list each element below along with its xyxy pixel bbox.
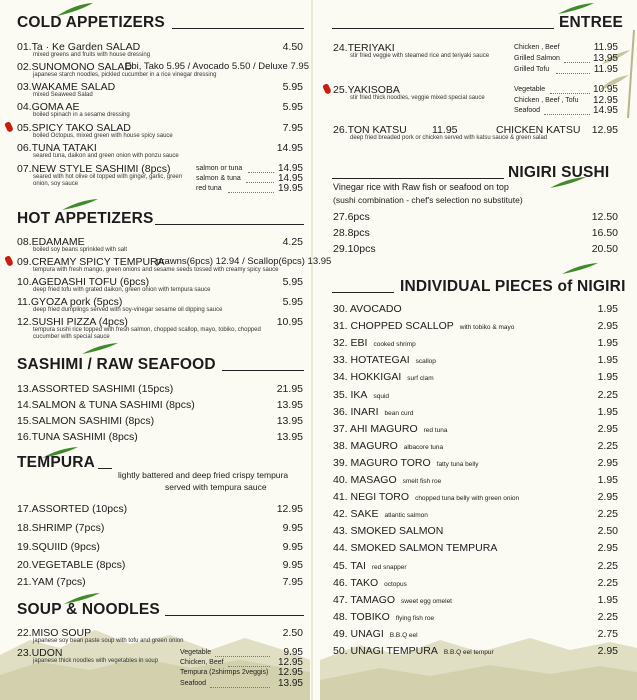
menu-item: 26.TON KATSU <box>333 124 407 136</box>
menu-item: 02.SUNOMONO SALAD <box>17 61 132 73</box>
spicy-chili-icon <box>322 83 332 95</box>
nigiri-piece-desc: squid <box>373 393 389 400</box>
dot-leader <box>210 687 270 688</box>
nigiri-piece-item <box>333 491 519 505</box>
menu-item-desc: deep fried dumplings served with soy-vinegar sesame oil dipping sauce <box>33 307 223 313</box>
menu-item: 29.10pcs <box>333 243 376 255</box>
nigiri-piece-desc: atlantic salmon <box>384 512 428 519</box>
section-note: Vinegar rice with Raw fish or seafood on top <box>333 182 509 192</box>
menu-item-desc: mixed greens and fruits with house dressing <box>33 52 151 58</box>
nigiri-piece-price: 2.25 <box>597 560 618 572</box>
option-label: Chicken , Beef <box>514 44 560 51</box>
nigiri-piece-price: 2.95 <box>597 542 618 554</box>
nigiri-piece-desc: octopus <box>384 581 407 588</box>
menu-item: 23.UDON <box>17 647 63 659</box>
nigiri-piece-name: 32. EBI <box>333 337 368 349</box>
nigiri-piece-name: 47. TAMAGO <box>333 594 396 606</box>
menu-item-price: 12.95 <box>276 503 303 515</box>
column-divider <box>311 0 313 700</box>
dot-leader <box>550 93 590 94</box>
menu-item: 12.SUSHI PIZZA (4pcs) <box>17 316 128 328</box>
menu-item-price: 4.50 <box>282 41 303 53</box>
menu-item-price: 20.50 <box>591 243 618 255</box>
nigiri-piece-item <box>333 389 389 403</box>
menu-item-price: 2.50 <box>282 627 303 639</box>
menu-item-desc: mixed Seaweed Salad <box>33 92 93 98</box>
nigiri-piece-item <box>333 508 428 522</box>
menu-item-price: 13.95 <box>276 431 303 443</box>
option-label: Vegetable <box>514 86 546 93</box>
nigiri-piece-name: 33. HOTATEGAI <box>333 354 410 366</box>
menu-item-price: 11.95 <box>432 124 458 136</box>
menu-item-price: 7.95 <box>282 122 303 134</box>
nigiri-piece-desc: surf clam <box>407 375 434 382</box>
menu-item-price: 4.25 <box>282 236 303 248</box>
menu-item: 22.MISO SOUP <box>17 627 92 639</box>
menu-item-desc: stir fried veggie with steamed rice and teriyaki sauce <box>350 53 490 59</box>
nigiri-piece-item <box>333 457 479 471</box>
option-label: Tempura (2shirmps 2veggis) <box>180 669 269 676</box>
section-rule <box>165 615 304 616</box>
menu-item: 24.TERIYAKI <box>333 42 395 54</box>
option-label: salmon & tuna <box>196 175 241 182</box>
nigiri-piece-desc: scallop <box>415 358 436 365</box>
nigiri-piece-desc: red snapper <box>371 564 407 571</box>
option-label: Vegetable <box>180 649 212 656</box>
nigiri-piece-price: 2.25 <box>597 389 618 401</box>
menu-item-desc: boiled Octopus, mixed green with house spicy sauce <box>33 133 173 139</box>
menu-item-price: 13.95 <box>276 399 303 411</box>
menu-item-price: 12.95 <box>591 124 618 136</box>
section-title-nigiri-sushi: NIGIRI SUSHI <box>508 164 610 181</box>
nigiri-piece-desc: flying fish roe <box>395 615 435 622</box>
nigiri-piece-item <box>333 611 434 625</box>
menu-item-price-options: Ebi, Tako 5.95 / Avocado 5.50 / Deluxe 7.95 <box>125 61 309 72</box>
option-price: 14.95 <box>277 163 303 174</box>
nigiri-piece-name: 31. CHOPPED SCALLOP <box>333 320 454 332</box>
nigiri-piece-item <box>333 371 434 385</box>
menu-item-price: 16.50 <box>591 227 618 239</box>
nigiri-piece-price: 2.95 <box>597 457 618 469</box>
section-title-entree: ENTREE <box>559 14 624 31</box>
nigiri-piece-desc: cooked shrimp <box>373 341 416 348</box>
menu-item: 07.NEW STYLE SASHIMI (8pcs) <box>17 163 171 175</box>
menu-item: 25.YAKISOBA <box>333 84 400 96</box>
menu-item-desc: tempura sushi rice topped with fresh salmon, chopped scallop, mayo, tobiko, chopped cucumber with special sauce <box>33 327 261 340</box>
nigiri-piece-desc: bean curd <box>384 410 414 417</box>
nigiri-piece-desc: with tobiko & mayo <box>459 324 515 331</box>
nigiri-piece-name: 40. MASAGO <box>333 474 397 486</box>
nigiri-piece-name: 41. NEGI TORO <box>333 491 410 503</box>
section-rule <box>98 468 112 469</box>
menu-item: 01.Ta · Ke Garden SALAD <box>17 41 141 53</box>
menu-item-price: 5.95 <box>282 101 303 113</box>
section-title-individual-pieces: INDIVIDUAL PIECES of NIGIRI <box>400 278 626 295</box>
nigiri-piece-item <box>333 337 416 351</box>
menu-item: 21.YAM (7pcs) <box>17 576 86 588</box>
section-title-cold-appetizers: COLD APPETIZERS <box>17 14 165 31</box>
menu-item: 13.ASSORTED SASHIMI (15pcs) <box>17 383 174 395</box>
nigiri-piece-price: 2.75 <box>597 628 618 640</box>
dot-leader <box>556 73 590 74</box>
nigiri-piece-item <box>333 406 413 420</box>
spicy-chili-icon <box>4 121 14 133</box>
menu-item-price: 9.95 <box>282 541 303 553</box>
menu-item: 05.SPICY TAKO SALAD <box>17 122 131 134</box>
nigiri-piece-price: 2.25 <box>597 508 618 520</box>
menu-item-desc: japanese starch noodles, pickled cucumber in a rice vinegar dressing <box>33 72 217 78</box>
nigiri-piece-desc: B.B.Q eel <box>389 632 418 639</box>
bamboo-leaf-icon <box>560 262 600 276</box>
nigiri-piece-name: 44. SMOKED SALMON TEMPURA <box>333 542 498 554</box>
nigiri-piece-item <box>333 628 418 642</box>
dot-leader <box>228 666 270 667</box>
nigiri-piece-price: 2.95 <box>597 491 618 503</box>
nigiri-piece-item <box>333 577 407 591</box>
nigiri-piece-item <box>333 645 494 659</box>
nigiri-piece-price: 1.95 <box>597 474 618 486</box>
nigiri-piece-price: 1.95 <box>597 303 618 315</box>
nigiri-piece-item <box>333 303 402 315</box>
menu-item: 19.SQUIID (9pcs) <box>17 541 100 553</box>
nigiri-piece-item <box>333 525 443 537</box>
dot-leader <box>564 62 590 63</box>
menu-item-desc: seared with hot olive oil topped with ginger, garlic, green onion, soy sauce <box>33 174 183 187</box>
spicy-chili-icon <box>4 255 14 267</box>
nigiri-piece-price: 1.95 <box>597 371 618 383</box>
dot-leader <box>215 656 270 657</box>
menu-item-desc: seared tuna, daikon and green onion with ponzu sauce <box>33 153 179 159</box>
option-price: 11.95 <box>593 64 618 75</box>
menu-item-desc: deep fried tofu with grated daikon, green onion with tempura sauce <box>33 287 211 293</box>
menu-item: 14.SALMON & TUNA SASHIMI (8pcs) <box>17 399 195 411</box>
nigiri-piece-price: 1.95 <box>597 354 618 366</box>
section-rule <box>172 28 304 29</box>
nigiri-piece-name: 36. INARI <box>333 406 379 418</box>
nigiri-piece-price: 1.95 <box>597 406 618 418</box>
option-label: red tuna <box>196 185 222 192</box>
dot-leader <box>246 182 274 183</box>
nigiri-piece-item <box>333 474 441 488</box>
mountain-background <box>0 610 637 700</box>
option-label: Grilled Salmon <box>514 55 560 62</box>
option-label: Chicken , Beef , Tofu <box>514 97 579 104</box>
menu-item-price: 5.95 <box>282 81 303 93</box>
nigiri-piece-item <box>333 320 514 334</box>
section-note: lightly battered and deep fried crispy tempura <box>118 470 289 480</box>
nigiri-piece-name: 39. MAGURO TORO <box>333 457 431 469</box>
option-price: 13.95 <box>277 678 303 689</box>
option-price: 10.95 <box>592 84 618 95</box>
menu-item-price: 13.95 <box>276 415 303 427</box>
option-price: 12.95 <box>592 95 618 106</box>
menu-item-desc: boiled spinach in a sesame dressing <box>33 112 130 118</box>
menu-item: 18.SHRIMP (7pcs) <box>17 522 105 534</box>
menu-item-price-options: prawns(6pcs) 12.94 / Scallop(6pcs) 13.95 <box>156 256 332 267</box>
option-label: Seafood <box>180 680 207 687</box>
section-rule <box>332 292 394 293</box>
nigiri-piece-price: 1.95 <box>597 337 618 349</box>
section-rule <box>222 370 304 371</box>
menu-item-price: 5.95 <box>282 296 303 308</box>
nigiri-piece-name: 46. TAKO <box>333 577 379 589</box>
nigiri-piece-price: 2.95 <box>597 423 618 435</box>
menu-item-desc: tempura with fresh mango, green onions and sesame seeds tossed with creamy spicy sauce <box>33 267 279 273</box>
nigiri-piece-price: 2.95 <box>597 320 618 332</box>
nigiri-piece-item <box>333 594 452 608</box>
section-rule <box>332 28 554 29</box>
menu-item: 20.VEGETABLE (8pcs) <box>17 559 126 571</box>
nigiri-piece-name: 43. SMOKED SALMON <box>333 525 444 537</box>
menu-item-price: 10.95 <box>276 316 303 328</box>
menu-item: 06.TUNA TATAKI <box>17 142 97 154</box>
menu-item-desc: japanese thick noodles with vegetables in soup <box>33 658 159 664</box>
nigiri-piece-price: 2.25 <box>597 611 618 623</box>
menu-item-desc: deep fried breaded pork or chicken served with katsu sauce & green salad <box>350 135 548 141</box>
nigiri-piece-desc: B.B.Q eel tempur <box>443 649 494 656</box>
menu-item-price: 14.95 <box>276 142 303 154</box>
section-title-sashimi: SASHIMI / RAW SEAFOOD <box>17 356 216 373</box>
nigiri-piece-name: 49. UNAGI <box>333 628 384 640</box>
option-price: 9.95 <box>283 647 303 658</box>
menu-item-price: 12.50 <box>591 211 618 223</box>
menu-item-desc: boiled soy beans sprinkled with salt <box>33 247 128 253</box>
nigiri-piece-name: 48. TOBIKO <box>333 611 390 623</box>
menu-item-price: 9.95 <box>282 559 303 571</box>
menu-item: 08.EDAMAME <box>17 236 85 248</box>
menu-item: 16.TUNA SASHIMI (8pcs) <box>17 431 138 443</box>
dot-leader <box>248 172 274 173</box>
option-price: 12.95 <box>277 667 303 678</box>
nigiri-piece-item <box>333 440 443 454</box>
menu-item: CHICKEN KATSU <box>496 124 581 136</box>
option-label: salmon or tuna <box>196 165 243 172</box>
nigiri-piece-name: 35. IKA <box>333 389 368 401</box>
menu-item: 28.8pcs <box>333 227 370 239</box>
dot-leader <box>228 192 274 193</box>
bamboo-leaf-icon <box>80 342 120 356</box>
menu-item-desc: stir fried thick noodles, veggie mixed special sauce <box>350 95 485 101</box>
menu-item: 10.AGEDASHI TOFU (6pcs) <box>17 276 150 288</box>
option-label: Seafood <box>514 107 541 114</box>
nigiri-piece-price: 2.25 <box>597 440 618 452</box>
nigiri-piece-price: 2.25 <box>597 577 618 589</box>
menu-item-price: 9.95 <box>282 522 303 534</box>
option-price: 13.95 <box>592 53 618 64</box>
nigiri-piece-item <box>333 423 447 437</box>
nigiri-piece-price: 2.50 <box>597 525 618 537</box>
nigiri-piece-name: 42. SAKE <box>333 508 379 520</box>
section-note: (sushi combination - chef's selection no substitute) <box>333 195 523 205</box>
menu-item: 17.ASSORTED (10pcs) <box>17 503 128 515</box>
option-price: 14.95 <box>592 105 618 116</box>
section-title-hot-appetizers: HOT APPETIZERS <box>17 210 154 227</box>
option-price: 14.95 <box>277 173 303 184</box>
nigiri-piece-desc: smelt fish roe <box>402 478 442 485</box>
nigiri-piece-name: 38. MAGURO <box>333 440 398 452</box>
nigiri-piece-item <box>333 354 436 368</box>
nigiri-piece-desc: chopped tuna belly with green onion <box>415 495 520 502</box>
nigiri-piece-item <box>333 542 497 554</box>
menu-item: 09.CREAMY SPICY TEMPURA <box>17 256 165 268</box>
option-price: 11.95 <box>593 42 618 53</box>
option-label: Grilled Tofu <box>514 66 550 73</box>
nigiri-piece-name: 50. UNAGI TEMPURA <box>333 645 438 657</box>
menu-item: 04.GOMA AE <box>17 101 80 113</box>
menu-item: 03.WAKAME SALAD <box>17 81 116 93</box>
section-title-soup-noodles: SOUP & NOODLES <box>17 601 160 618</box>
section-rule <box>332 178 504 179</box>
nigiri-piece-name: 37. AHI MAGURO <box>333 423 418 435</box>
nigiri-piece-price: 2.95 <box>597 645 618 657</box>
nigiri-piece-desc: red tuna <box>423 427 448 434</box>
nigiri-piece-name: 30. AVOCADO <box>333 303 402 315</box>
nigiri-piece-price: 1.95 <box>597 594 618 606</box>
nigiri-piece-desc: fatty tuna belly <box>436 461 479 468</box>
section-title-tempura: TEMPURA <box>17 454 96 471</box>
menu-item: 15.SALMON SASHIMI (8pcs) <box>17 415 155 427</box>
nigiri-piece-name: 45. TAI <box>333 560 366 572</box>
section-rule <box>155 224 304 225</box>
menu-item: 27.6pcs <box>333 211 370 223</box>
menu-item-desc: japanese soy bean paste soup with tofu and green onion <box>33 638 184 644</box>
nigiri-piece-name: 34. HOKKIGAI <box>333 371 402 383</box>
menu-item-price: 5.95 <box>282 276 303 288</box>
nigiri-piece-desc: albacore tuna <box>403 444 444 451</box>
section-note: served with tempura sauce <box>165 482 267 492</box>
menu-item-price: 21.95 <box>276 383 303 395</box>
nigiri-piece-desc: sweet egg omelet <box>401 598 452 605</box>
menu-item: 11.GYOZA pork (5pcs) <box>17 296 123 308</box>
dot-leader <box>544 114 590 115</box>
nigiri-piece-item <box>333 560 407 574</box>
option-price: 12.95 <box>277 657 303 668</box>
menu-item-price: 7.95 <box>282 576 303 588</box>
option-label: Chicken, Beef <box>180 659 224 666</box>
option-price: 19.95 <box>277 183 303 194</box>
